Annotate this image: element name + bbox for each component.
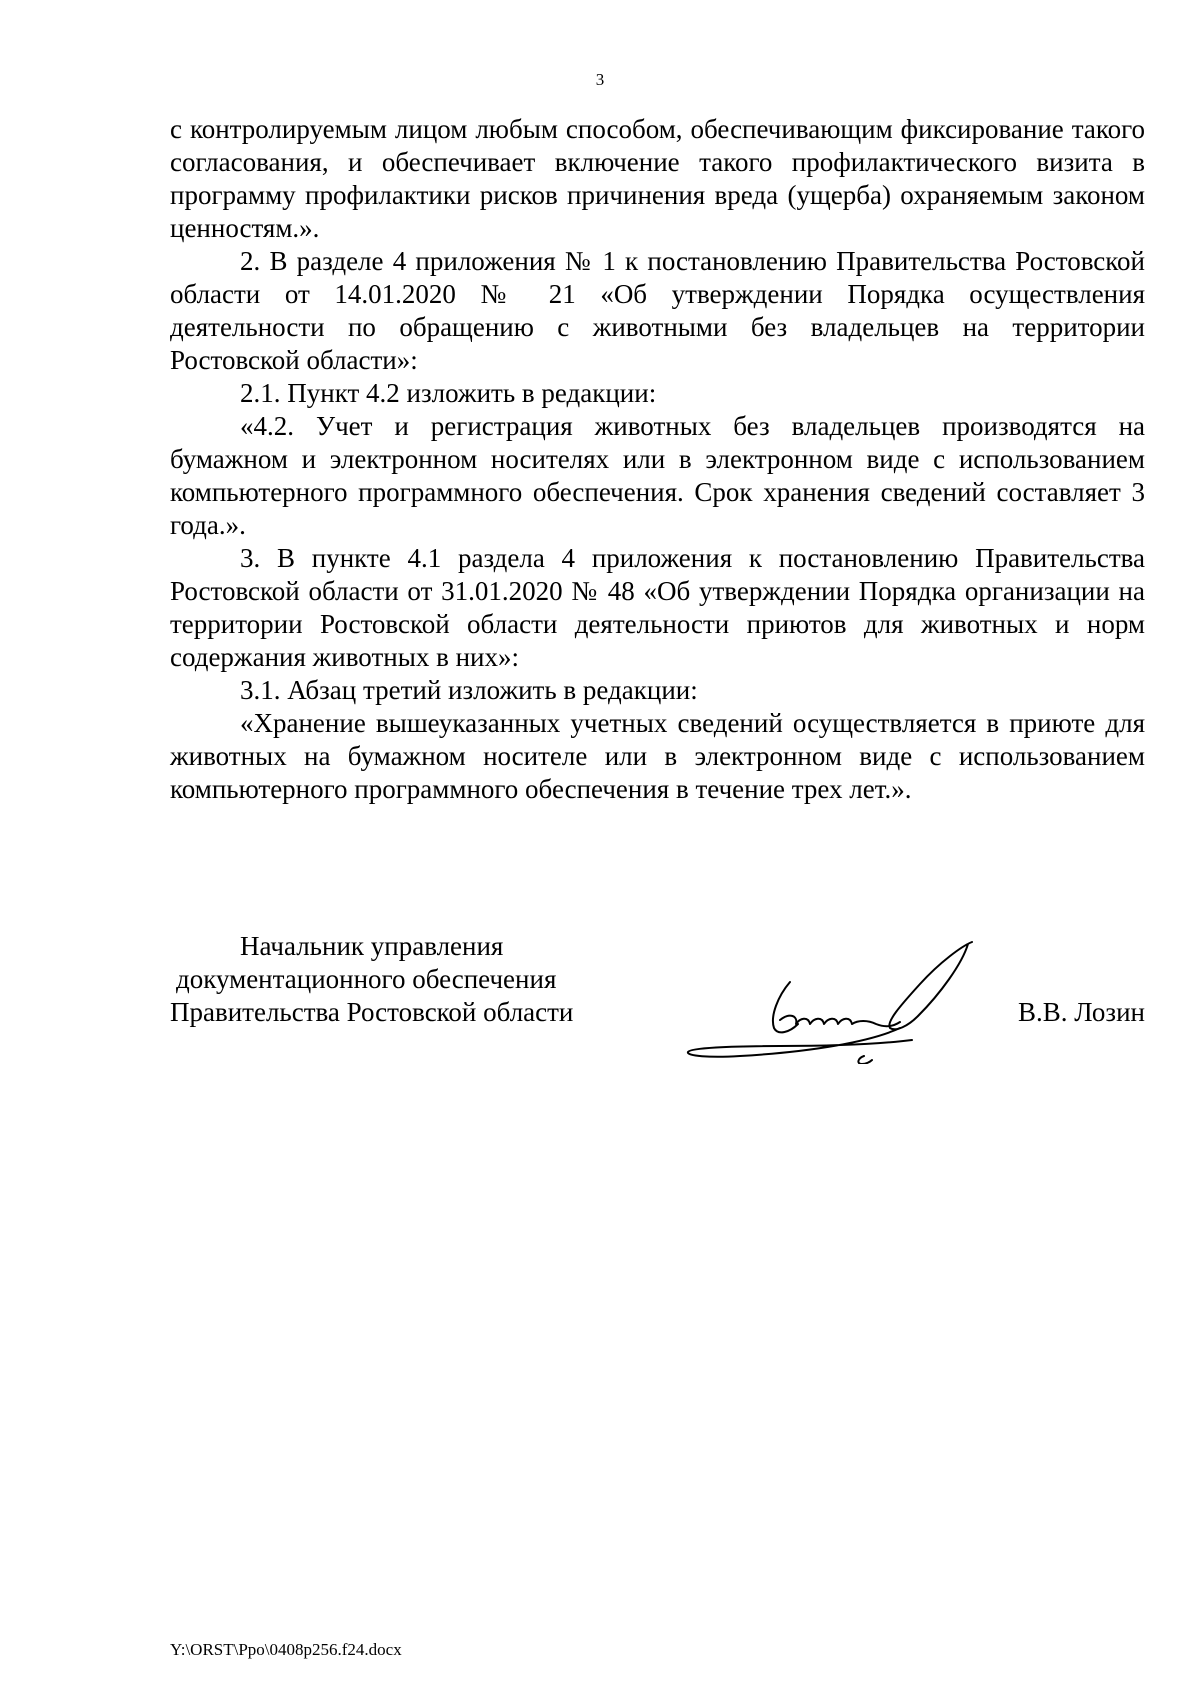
paragraph-item-2-1: 2.1. Пункт 4.2 изложить в редакции: [240, 378, 657, 408]
paragraph-quote-storage: «Хранение вышеуказанных учетных сведений осуществляется в приюте для животных на бумажном носителе или в электронном виде с использованием компьютерного программного обеспечения в течение трех лет.». [170, 708, 1145, 804]
signer-position-line-2: документационного обеспечения [176, 964, 557, 994]
signer-name: В.В. Лозин [1018, 997, 1145, 1027]
signature-block [170, 930, 1145, 1070]
paragraph-item-3: 3. В пункте 4.1 раздела 4 приложения к постановлению Правительства Ростовской области от 31.01.2020 № 48 «Об утверждении Порядка организации на территории Ростовской области деятельности приютов для животных и норм содержания животных в них»: [170, 543, 1145, 672]
paragraph-item-2: 2. В разделе 4 приложения № 1 к постановлению Правительства Ростовской области от 14.01.2020 № 21 «Об утверждении Порядка осуществления деятельности по обращению с животными без владельцев на территории Ростовской области»: [170, 246, 1145, 375]
signer-position-line-3: Правительства Ростовской области [170, 997, 574, 1027]
handwritten-signature [650, 924, 990, 1064]
file-path-footer: Y:\ORST\Ppo\0408p256.f24.docx [170, 1640, 402, 1659]
signer-position-line-1: Начальник управления [240, 931, 504, 961]
page-number: 3 [595, 70, 605, 89]
paragraph-quote-4-2: «4.2. Учет и регистрация животных без владельцев производятся на бумажном и электронном носителях или в электронном виде с использованием компьютерного программного обеспечения. Срок хранения сведений составляет 3 года.». [170, 411, 1145, 540]
paragraph-item-3-1: 3.1. Абзац третий изложить в редакции: [240, 675, 698, 705]
paragraph-continuation: с контролируемым лицом любым способом, обеспечивающим фиксирование такого согласования, и обеспечивает включение такого профилактического визита в программу профилактики рисков причинения вреда (ущерба) охраняемым законом ценностям.». [170, 114, 1145, 243]
signer-position [170, 930, 573, 1029]
document-body [170, 113, 1145, 806]
